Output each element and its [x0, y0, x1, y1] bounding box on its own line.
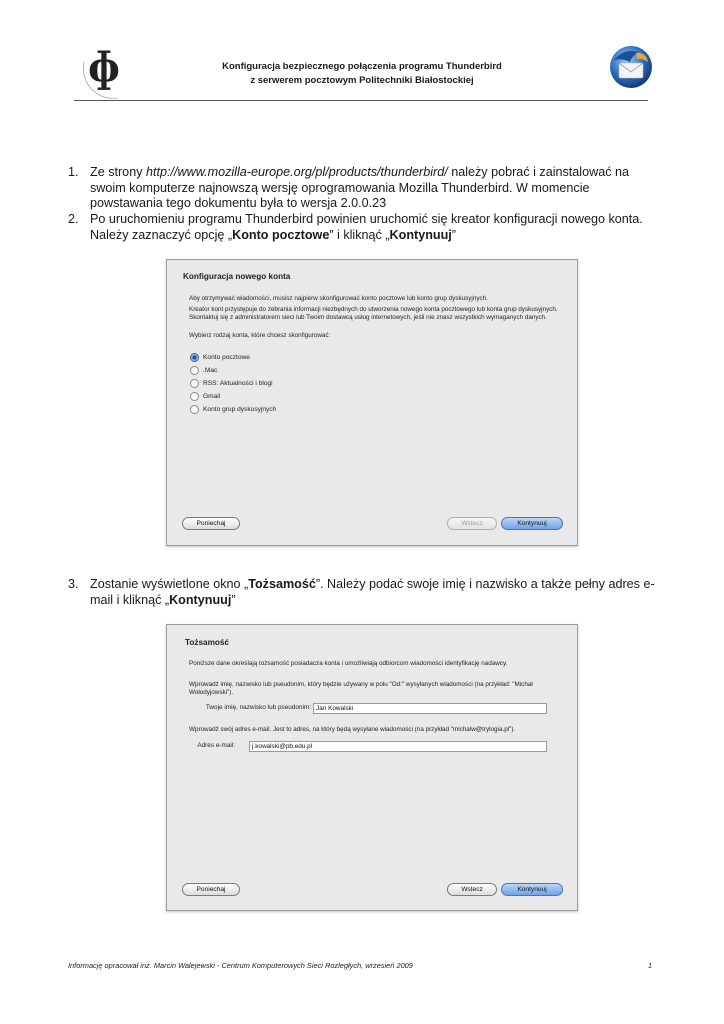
step-text: ”	[231, 592, 236, 607]
step-2	[68, 212, 658, 243]
step-text: Ze strony	[90, 165, 146, 179]
radio-checked-icon[interactable]	[190, 353, 199, 362]
email-help-text: Wprowadź swój adres e-mail. Jest to adres, na który będą wysyłane wiadomości (na przykład "michalw@trylogia.pl").	[189, 726, 516, 733]
step-number: 3.	[68, 577, 79, 591]
step-bold-text: Tożsamość	[248, 577, 316, 591]
header-divider	[74, 100, 648, 101]
dialog-paragraph: Aby otrzymywać wiadomości, musisz najpierw skonfigurować konto pocztowe lub konto grup dyskusyjnych.	[189, 295, 488, 302]
radio-label: Konto pocztowe	[203, 354, 250, 361]
radio-unchecked-icon[interactable]	[190, 379, 199, 388]
radio-unchecked-icon[interactable]	[190, 405, 199, 414]
radio-label: RSS: Aktualności i blogi	[203, 380, 273, 387]
step-number: 1.	[68, 165, 79, 179]
cancel-button[interactable]: Poniechaj	[182, 883, 240, 896]
step-bold-text: Kontynuuj	[389, 227, 452, 242]
thunderbird-logo-icon	[608, 44, 654, 90]
dialog-title: Tożsamość	[185, 638, 229, 647]
step-text: ” i kliknąć „	[329, 227, 390, 242]
step-number: 2.	[68, 212, 79, 226]
university-logo	[78, 44, 140, 100]
continue-button[interactable]: Kontynuuj	[501, 517, 563, 530]
header-title-line1: Konfiguracja bezpiecznego połączenia programu Thunderbird	[222, 61, 502, 72]
header-title-line2: z serwerem pocztowym Politechniki Białostockiej	[250, 75, 474, 86]
email-label: Adres e-mail:	[197, 742, 235, 749]
new-account-dialog	[166, 259, 578, 546]
radio-unchecked-icon[interactable]	[190, 392, 199, 401]
page-number: 1	[648, 961, 653, 970]
step-text: Po uruchomieniu programu Thunderbird powinien uruchomić się kreator konfiguracji nowego konta. Należy zaznaczyć opcję „	[90, 212, 643, 242]
cancel-button[interactable]: Poniechaj	[182, 517, 240, 530]
step-bold-text: Konto pocztowe	[232, 227, 330, 242]
continue-button[interactable]: Kontynuuj	[501, 883, 563, 896]
back-button[interactable]: Wstecz	[447, 517, 497, 530]
download-link[interactable]: http://www.mozilla-europe.org/pl/products/thunderbird/	[146, 165, 448, 179]
step-text: należy pobrać i zainstalować na swoim komputerze najnowszą wersję oprogramowania Mozilla Thunderbird. W momencie powstawania tego dokumentu była to wersja 2.0.0.23	[90, 165, 630, 211]
university-monogram: ɸ	[88, 44, 116, 91]
email-input[interactable]: j.kowalski@pb.edu.pl	[249, 741, 547, 752]
step-text: ”	[451, 227, 456, 242]
header-title	[180, 60, 544, 88]
back-button[interactable]: Wstecz	[447, 883, 497, 896]
radio-unchecked-icon[interactable]	[190, 366, 199, 375]
radio-label: Konto grup dyskusyjnych	[203, 406, 277, 413]
radio-label: Gmail	[203, 393, 221, 400]
step-1	[68, 165, 658, 212]
radio-label: .Mac	[203, 367, 218, 374]
identity-dialog	[166, 624, 578, 911]
step-text: ”. Należy podać swoje imię i nazwisko a także pełny adres e-mail i kliknąć „	[90, 577, 655, 607]
step-3	[68, 577, 658, 608]
step-bold-text: Kontynuuj	[169, 592, 232, 607]
dialog-prompt: Wybierz rodzaj konta, które chcesz skonfigurować:	[189, 332, 331, 339]
name-help-text: Wprowadź imię, nazwisko lub pseudonim, który będzie używany w polu "Od:" wysyłanych wiadomości (na przykład: "Michał Wołodyjowski").	[189, 681, 533, 697]
dialog-intro: Poniższe dane określają tożsamość posiadacza konta i umożliwiają odbiorcom wiadomości identyfikację nadawcy.	[189, 660, 508, 667]
name-label: Twoje imię, nazwisko lub pseudonim:	[205, 704, 311, 711]
dialog-paragraph: Kreator kont przystępuje do zebrania informacji niezbędnych do utworzenia nowego konta pocztowego lub konta grup dyskusyjnych. Skontaktuj się z administratorem sieci lub Twoim dostawcą usług internetowych, jeśli nie znasz wszystkich wymaganych danych.	[189, 306, 558, 322]
dialog-title: Konfiguracja nowego konta	[183, 272, 291, 281]
step-text: Zostanie wyświetlone okno „	[90, 577, 249, 591]
name-input[interactable]: Jan Kowalski	[313, 703, 547, 714]
footer-credit: Informację opracował inż. Marcin Walejewski - Centrum Komputerowych Sieci Rozległych, wrzesień 2009	[68, 961, 413, 970]
